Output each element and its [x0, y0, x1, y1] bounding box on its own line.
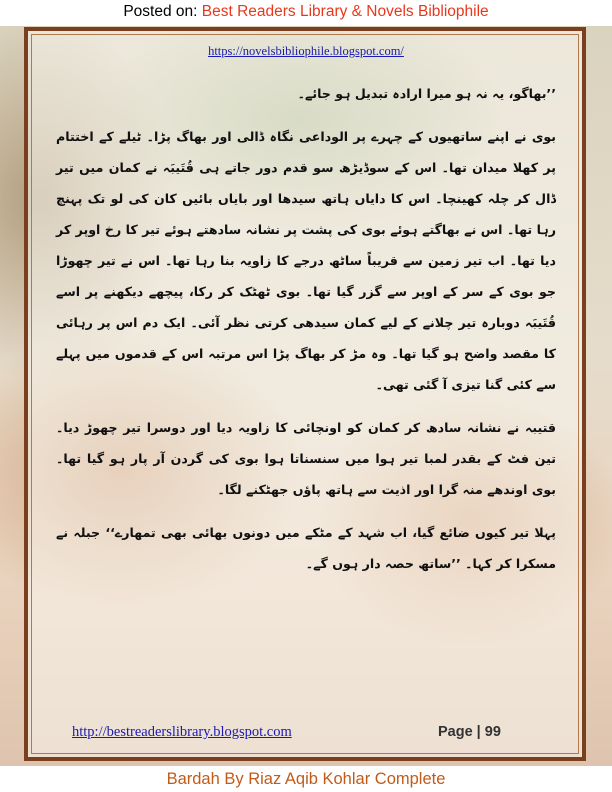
paragraph: قتیبہ نے نشانہ سادھ کر کمان کو اونچائی کا زاویہ دیا اور دوسرا تیر چھوڑ دیا۔ تین فٹ کے بقدر لمبا تیر ہوا میں سنسناتا ہوا بوی کی گردن آر پار ہو گیا تھا۔ بوی اوندھے منہ گرا اور اذیت سے ہاتھ پاؤں جھٹکنے لگا۔ [56, 420, 556, 497]
novels-bibliophile-link[interactable]: https://novelsbibliophile.blogspot.com/ [208, 44, 404, 58]
book-title-banner: Bardah By Riaz Aqib Kohlar Complete [0, 766, 612, 792]
site-name[interactable]: Best Readers Library & Novels Bibliophile [201, 3, 489, 20]
paragraph: پہلا تیر کیوں ضائع گیا، اب شہد کے مٹکے میں دونوں بھائی بھی تمھارے‘‘ جبلہ نے مسکرا کر کہا۔ ’’ساتھ حصہ دار ہوں گے۔ [56, 525, 556, 571]
posted-on-label: Posted on: [123, 3, 198, 20]
novel-text [56, 78, 556, 591]
page-number: Page | 99 [438, 724, 501, 740]
best-readers-library-link[interactable]: http://bestreaderslibrary.blogspot.com [72, 724, 292, 740]
top-banner [0, 0, 612, 26]
paragraph: بوی نے اپنے ساتھیوں کے چہرے پر الوداعی نگاہ ڈالی اور بھاگ پڑا۔ ٹیلے کے اختتام پر کھلا میدان تھا۔ اس کے سوڈیڑھ سو قدم دور جاتے ہی قُتَیبَہ نے کمان میں تیر ڈال کر چلہ کھینچا۔ اس کا دایاں ہاتھ سیدھا اور بایاں بائیں کان کی لو تک پہنچ رہا تھا۔ اس نے بھاگتے ہوئے بوی کی پشت پر نشانہ سادھتے ہوئے تیر کا رخ اوپر کر دیا تھا۔ اب تیر زمین سے قریباً ساٹھ درجے کا زاویہ بنا رہا تھا۔ اس نے تیر چھوڑا جو بوی کے سر کے اوپر سے گزر گیا تھا۔ بوی ٹھٹک کر رکا، پیچھے دیکھنے پر اسے قُتَیبَہ دوبارہ تیر چلانے کے لیے کمان سیدھی کرتی نظر آئی۔ ایک دم اس پر رہائی کا مقصد واضح ہو گیا تھا۔ وہ مڑ کر بھاگ پڑا اس مرتبہ اس کے قدموں میں پہلے سے کئی گنا تیزی آ گئی تھی۔ [56, 129, 556, 392]
paragraph: ’’بھاگو، یہ نہ ہو میرا ارادہ تبدیل ہو جائے۔ [297, 86, 556, 101]
